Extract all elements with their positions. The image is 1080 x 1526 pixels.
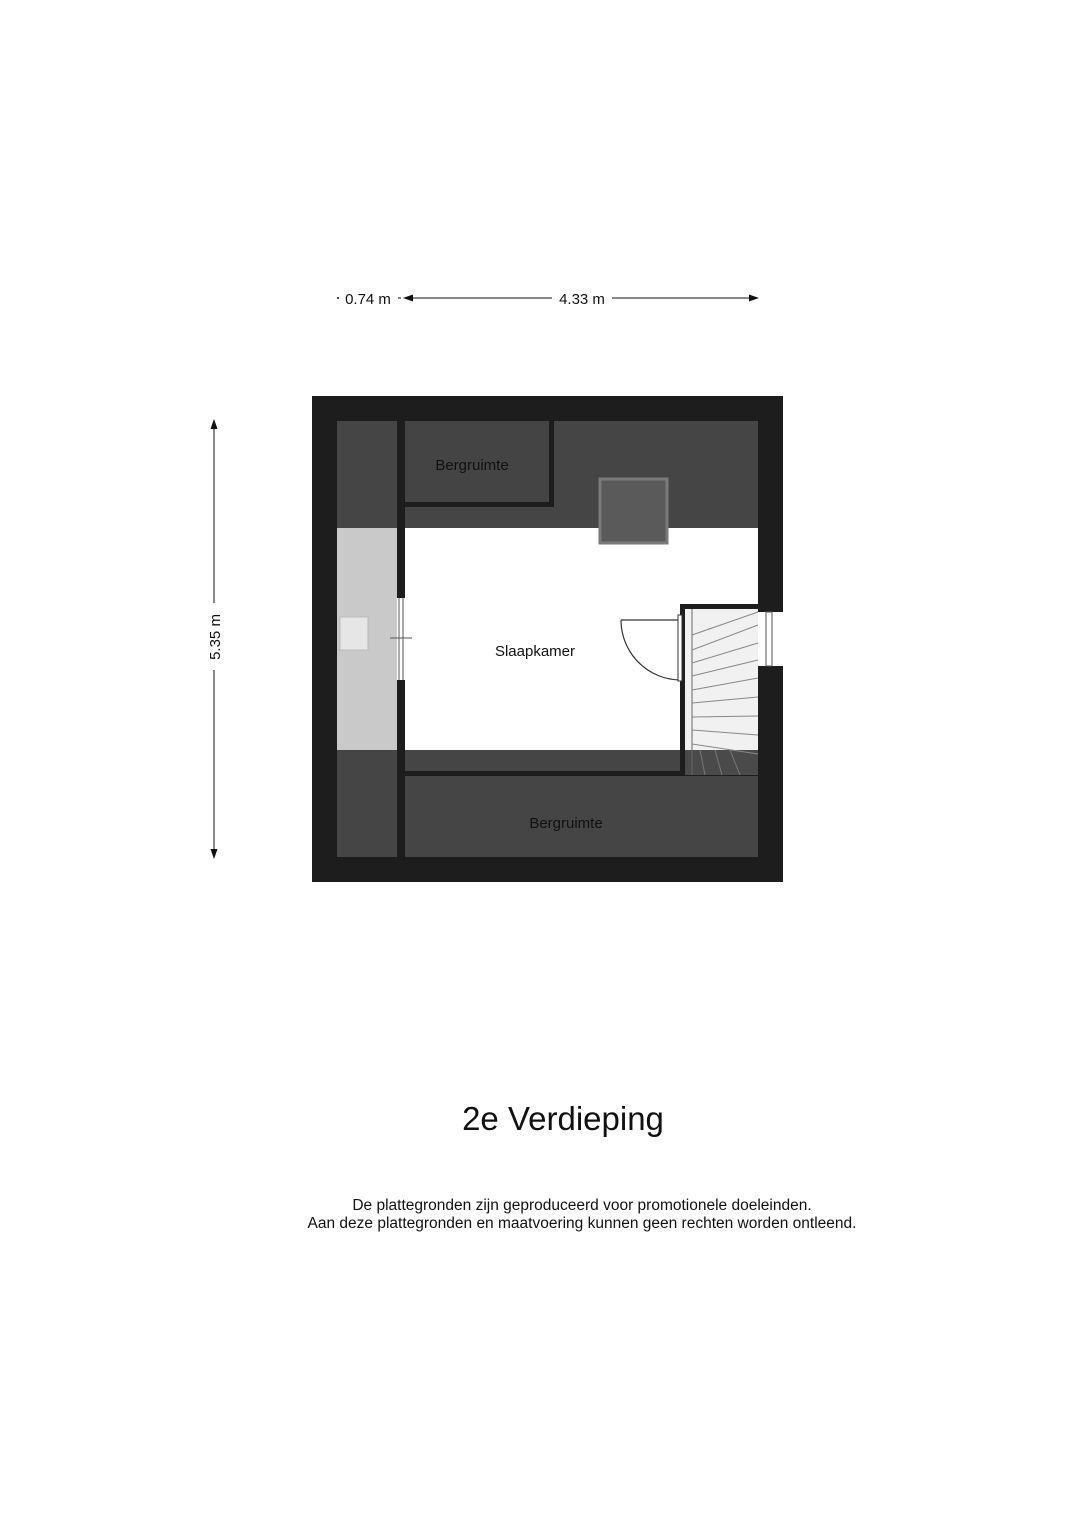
room-label-storage-bottom: Bergruimte — [529, 815, 603, 832]
skylight — [600, 479, 667, 543]
disclaimer-line-1: De plattegronden zijn geproduceerd voor promotionele doeleinden. — [352, 1197, 812, 1214]
staircase — [685, 609, 758, 775]
disclaimer-line-2: Aan deze plattegronden en maatvoering kunnen geen rechten worden ontleend. — [307, 1215, 857, 1232]
room-label-storage-top: Bergruimte — [435, 457, 509, 474]
arrow-right-icon — [749, 295, 759, 302]
floor-title: 2e Verdieping — [462, 1100, 664, 1137]
top-dimension — [337, 295, 759, 302]
closet-opening — [397, 598, 405, 680]
arrow-down-icon — [211, 849, 218, 859]
closet-fixture — [340, 617, 368, 650]
dimension-width-main: 4.33 m — [559, 291, 605, 308]
arrow-left-icon — [403, 295, 413, 302]
dimension-width-small: 0.74 m — [345, 291, 391, 308]
stair-wall-top — [680, 604, 758, 609]
arrow-up-icon — [211, 419, 218, 429]
room-label-bedroom: Slaapkamer — [494, 643, 576, 660]
dimension-height: 5.35 m — [207, 614, 224, 660]
